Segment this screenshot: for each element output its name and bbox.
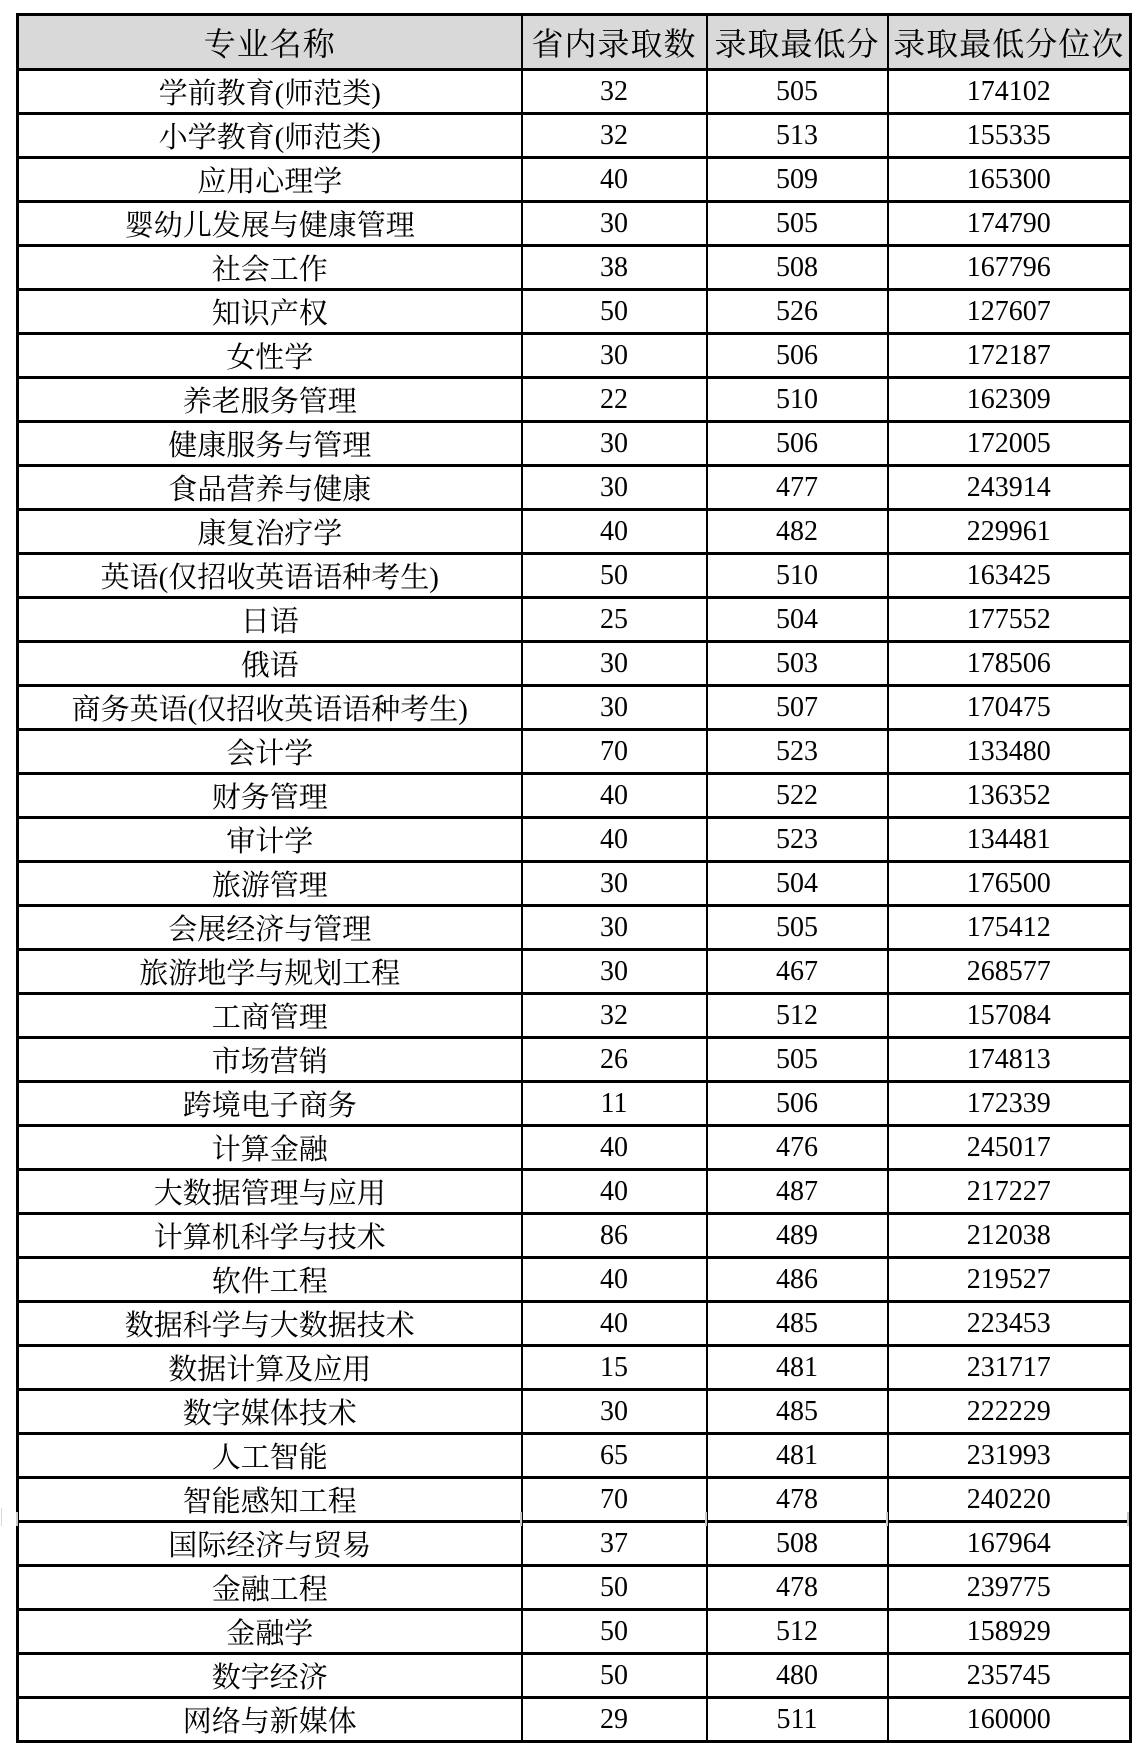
min-score-rank-cell: 167964 <box>888 1522 1131 1566</box>
table-row <box>18 334 1131 378</box>
min-score-rank-cell: 172187 <box>888 334 1131 378</box>
major-name-cell: 知识产权 <box>18 290 522 334</box>
col-header-admit-count: 省内录取数 <box>522 15 707 70</box>
min-score-cell: 522 <box>707 774 888 818</box>
admit-count-cell: 86 <box>522 1214 707 1258</box>
table-row <box>18 1170 1131 1214</box>
major-name-cell: 英语(仅招收英语语种考生) <box>18 554 522 598</box>
admit-count-cell: 40 <box>522 818 707 862</box>
major-name-cell: 小学教育(师范类) <box>18 114 522 158</box>
table-row <box>18 202 1131 246</box>
table-row <box>18 1478 1131 1522</box>
major-name-cell: 计算金融 <box>18 1126 522 1170</box>
min-score-rank-cell: 217227 <box>888 1170 1131 1214</box>
table-row <box>18 994 1131 1038</box>
min-score-rank-cell: 177552 <box>888 598 1131 642</box>
min-score-cell: 510 <box>707 378 888 422</box>
min-score-rank-cell: 176500 <box>888 862 1131 906</box>
admit-count-cell: 40 <box>522 158 707 202</box>
admit-count-cell: 70 <box>522 1478 707 1522</box>
admit-count-cell: 40 <box>522 1170 707 1214</box>
major-name-cell: 会展经济与管理 <box>18 906 522 950</box>
table-row <box>18 1126 1131 1170</box>
col-header-min-score-rank: 录取最低分位次 <box>888 15 1131 70</box>
table-row <box>18 378 1131 422</box>
major-name-cell: 软件工程 <box>18 1258 522 1302</box>
min-score-cell: 487 <box>707 1170 888 1214</box>
min-score-cell: 505 <box>707 70 888 114</box>
major-name-cell: 应用心理学 <box>18 158 522 202</box>
major-name-cell: 财务管理 <box>18 774 522 818</box>
table-row <box>18 1214 1131 1258</box>
admit-count-cell: 40 <box>522 1302 707 1346</box>
major-name-cell: 国际经济与贸易 <box>18 1522 522 1566</box>
admit-count-cell: 38 <box>522 246 707 290</box>
min-score-rank-cell: 243914 <box>888 466 1131 510</box>
major-name-cell: 日语 <box>18 598 522 642</box>
min-score-cell: 523 <box>707 818 888 862</box>
admit-count-cell: 30 <box>522 906 707 950</box>
major-name-cell: 婴幼儿发展与健康管理 <box>18 202 522 246</box>
major-name-cell: 学前教育(师范类) <box>18 70 522 114</box>
min-score-cell: 505 <box>707 906 888 950</box>
table-row <box>18 1434 1131 1478</box>
table-row <box>18 158 1131 202</box>
min-score-rank-cell: 174813 <box>888 1038 1131 1082</box>
min-score-cell: 504 <box>707 598 888 642</box>
min-score-cell: 482 <box>707 510 888 554</box>
min-score-cell: 480 <box>707 1654 888 1698</box>
major-name-cell: 工商管理 <box>18 994 522 1038</box>
min-score-rank-cell: 167796 <box>888 246 1131 290</box>
min-score-rank-cell: 155335 <box>888 114 1131 158</box>
min-score-rank-cell: 163425 <box>888 554 1131 598</box>
table-row <box>18 686 1131 730</box>
table-row <box>18 1610 1131 1654</box>
major-name-cell: 旅游管理 <box>18 862 522 906</box>
admit-count-cell: 30 <box>522 686 707 730</box>
min-score-rank-cell: 239775 <box>888 1566 1131 1610</box>
admit-count-cell: 11 <box>522 1082 707 1126</box>
min-score-cell: 508 <box>707 246 888 290</box>
admit-count-cell: 32 <box>522 114 707 158</box>
min-score-rank-cell: 222229 <box>888 1390 1131 1434</box>
table-row <box>18 950 1131 994</box>
major-name-cell: 网络与新媒体 <box>18 1698 522 1742</box>
admit-count-cell: 30 <box>522 202 707 246</box>
table-row <box>18 906 1131 950</box>
table-row <box>18 1038 1131 1082</box>
admit-count-cell: 50 <box>522 554 707 598</box>
min-score-cell: 512 <box>707 994 888 1038</box>
admit-count-cell: 40 <box>522 1126 707 1170</box>
admit-count-cell: 30 <box>522 422 707 466</box>
major-name-cell: 会计学 <box>18 730 522 774</box>
min-score-rank-cell: 136352 <box>888 774 1131 818</box>
min-score-cell: 507 <box>707 686 888 730</box>
gridline-stub <box>1127 1512 1129 1526</box>
admit-count-cell: 26 <box>522 1038 707 1082</box>
table-row <box>18 774 1131 818</box>
min-score-cell: 505 <box>707 1038 888 1082</box>
min-score-rank-cell: 165300 <box>888 158 1131 202</box>
min-score-cell: 506 <box>707 334 888 378</box>
min-score-cell: 485 <box>707 1302 888 1346</box>
table-row <box>18 642 1131 686</box>
min-score-cell: 478 <box>707 1478 888 1522</box>
major-name-cell: 计算机科学与技术 <box>18 1214 522 1258</box>
min-score-cell: 481 <box>707 1434 888 1478</box>
table-row <box>18 1566 1131 1610</box>
min-score-rank-cell: 172005 <box>888 422 1131 466</box>
table-row <box>18 290 1131 334</box>
major-name-cell: 社会工作 <box>18 246 522 290</box>
min-score-cell: 509 <box>707 158 888 202</box>
min-score-rank-cell: 223453 <box>888 1302 1131 1346</box>
table-row <box>18 466 1131 510</box>
major-name-cell: 养老服务管理 <box>18 378 522 422</box>
min-score-cell: 506 <box>707 1082 888 1126</box>
table-row <box>18 422 1131 466</box>
major-name-cell: 女性学 <box>18 334 522 378</box>
min-score-cell: 512 <box>707 1610 888 1654</box>
min-score-rank-cell: 212038 <box>888 1214 1131 1258</box>
min-score-cell: 504 <box>707 862 888 906</box>
admit-count-cell: 50 <box>522 1566 707 1610</box>
admit-count-cell: 30 <box>522 642 707 686</box>
table-row <box>18 246 1131 290</box>
min-score-cell: 510 <box>707 554 888 598</box>
admit-count-cell: 15 <box>522 1346 707 1390</box>
min-score-rank-cell: 133480 <box>888 730 1131 774</box>
admit-count-cell: 40 <box>522 1258 707 1302</box>
major-name-cell: 旅游地学与规划工程 <box>18 950 522 994</box>
table-row <box>18 1698 1131 1742</box>
min-score-rank-cell: 178506 <box>888 642 1131 686</box>
admit-count-cell: 25 <box>522 598 707 642</box>
admit-count-cell: 29 <box>522 1698 707 1742</box>
major-name-cell: 智能感知工程 <box>18 1478 522 1522</box>
major-name-cell: 跨境电子商务 <box>18 1082 522 1126</box>
gridline-stub <box>705 1512 707 1526</box>
table-row <box>18 554 1131 598</box>
major-name-cell: 食品营养与健康 <box>18 466 522 510</box>
min-score-cell: 508 <box>707 1522 888 1566</box>
table-row <box>18 1390 1131 1434</box>
major-name-cell: 审计学 <box>18 818 522 862</box>
min-score-cell: 477 <box>707 466 888 510</box>
min-score-cell: 526 <box>707 290 888 334</box>
min-score-cell: 506 <box>707 422 888 466</box>
min-score-rank-cell: 268577 <box>888 950 1131 994</box>
table-row <box>18 510 1131 554</box>
min-score-rank-cell: 231993 <box>888 1434 1131 1478</box>
table-row <box>18 1302 1131 1346</box>
major-name-cell: 人工智能 <box>18 1434 522 1478</box>
admit-count-cell: 65 <box>522 1434 707 1478</box>
min-score-cell: 476 <box>707 1126 888 1170</box>
table-row <box>18 114 1131 158</box>
min-score-rank-cell: 229961 <box>888 510 1131 554</box>
major-name-cell: 金融学 <box>18 1610 522 1654</box>
min-score-cell: 489 <box>707 1214 888 1258</box>
admit-count-cell: 50 <box>522 1610 707 1654</box>
table-row <box>18 1522 1131 1566</box>
min-score-rank-cell: 174790 <box>888 202 1131 246</box>
table-row <box>18 598 1131 642</box>
min-score-rank-cell: 172339 <box>888 1082 1131 1126</box>
table-row <box>18 1654 1131 1698</box>
admit-count-cell: 30 <box>522 334 707 378</box>
min-score-rank-cell: 170475 <box>888 686 1131 730</box>
min-score-rank-cell: 174102 <box>888 70 1131 114</box>
admit-count-cell: 50 <box>522 1654 707 1698</box>
min-score-rank-cell: 235745 <box>888 1654 1131 1698</box>
gridline-stub <box>520 1512 522 1526</box>
min-score-rank-cell: 127607 <box>888 290 1131 334</box>
major-name-cell: 健康服务与管理 <box>18 422 522 466</box>
major-name-cell: 金融工程 <box>18 1566 522 1610</box>
min-score-cell: 523 <box>707 730 888 774</box>
table-body <box>18 70 1131 1742</box>
admit-count-cell: 32 <box>522 994 707 1038</box>
admit-count-cell: 30 <box>522 466 707 510</box>
table-row <box>18 1082 1131 1126</box>
min-score-cell: 486 <box>707 1258 888 1302</box>
admit-count-cell: 40 <box>522 774 707 818</box>
major-name-cell: 数字媒体技术 <box>18 1390 522 1434</box>
min-score-cell: 481 <box>707 1346 888 1390</box>
admit-count-cell: 30 <box>522 1390 707 1434</box>
major-name-cell: 康复治疗学 <box>18 510 522 554</box>
gridline-stub <box>16 1512 18 1526</box>
min-score-rank-cell: 240220 <box>888 1478 1131 1522</box>
min-score-rank-cell: 175412 <box>888 906 1131 950</box>
min-score-rank-cell: 157084 <box>888 994 1131 1038</box>
admit-count-cell: 30 <box>522 950 707 994</box>
col-header-major-name: 专业名称 <box>18 15 522 70</box>
major-name-cell: 商务英语(仅招收英语语种考生) <box>18 686 522 730</box>
admit-count-cell: 30 <box>522 862 707 906</box>
admissions-table <box>16 13 1132 1743</box>
admit-count-cell: 50 <box>522 290 707 334</box>
page-edge-gridline <box>1 1508 2 1526</box>
min-score-rank-cell: 231717 <box>888 1346 1131 1390</box>
col-header-min-score: 录取最低分 <box>707 15 888 70</box>
table-header-row <box>18 15 1131 70</box>
major-name-cell: 数字经济 <box>18 1654 522 1698</box>
table-row <box>18 730 1131 774</box>
major-name-cell: 数据科学与大数据技术 <box>18 1302 522 1346</box>
table-row <box>18 862 1131 906</box>
min-score-rank-cell: 160000 <box>888 1698 1131 1742</box>
min-score-cell: 513 <box>707 114 888 158</box>
table-row <box>18 818 1131 862</box>
admit-count-cell: 70 <box>522 730 707 774</box>
min-score-cell: 503 <box>707 642 888 686</box>
min-score-rank-cell: 158929 <box>888 1610 1131 1654</box>
major-name-cell: 大数据管理与应用 <box>18 1170 522 1214</box>
major-name-cell: 俄语 <box>18 642 522 686</box>
admit-count-cell: 32 <box>522 70 707 114</box>
table-row <box>18 1258 1131 1302</box>
admit-count-cell: 22 <box>522 378 707 422</box>
min-score-cell: 485 <box>707 1390 888 1434</box>
major-name-cell: 数据计算及应用 <box>18 1346 522 1390</box>
gridline-stub <box>886 1512 888 1526</box>
admit-count-cell: 37 <box>522 1522 707 1566</box>
min-score-cell: 511 <box>707 1698 888 1742</box>
min-score-rank-cell: 134481 <box>888 818 1131 862</box>
min-score-rank-cell: 162309 <box>888 378 1131 422</box>
min-score-cell: 467 <box>707 950 888 994</box>
min-score-rank-cell: 245017 <box>888 1126 1131 1170</box>
table-row <box>18 70 1131 114</box>
min-score-cell: 505 <box>707 202 888 246</box>
admit-count-cell: 40 <box>522 510 707 554</box>
min-score-rank-cell: 219527 <box>888 1258 1131 1302</box>
major-name-cell: 市场营销 <box>18 1038 522 1082</box>
min-score-cell: 478 <box>707 1566 888 1610</box>
table-row <box>18 1346 1131 1390</box>
